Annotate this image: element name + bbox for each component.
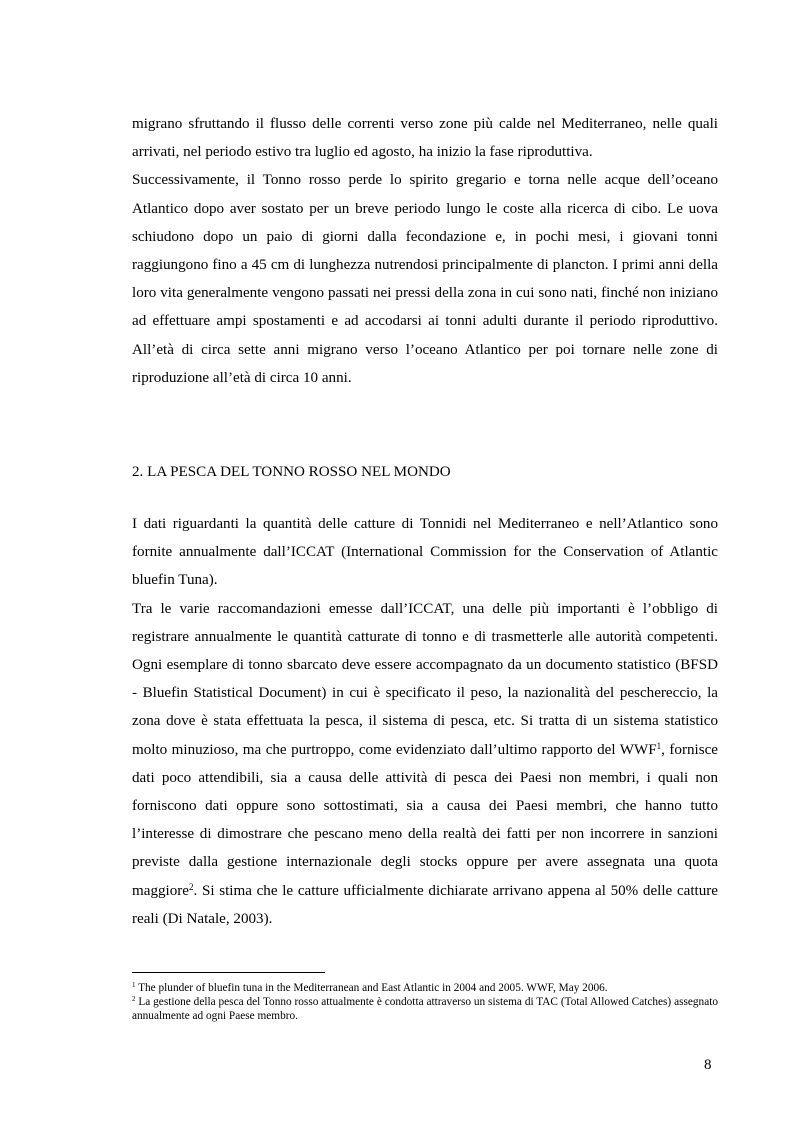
- footnote-ref-2: 2: [189, 881, 194, 892]
- paragraph-reproduction: Successivamente, il Tonno rosso perde lo spirito gregario e torna nelle acque dell’oceano Atlantico dopo aver sostato per un breve periodo lungo le coste alla ricerca di cibo. Le uova schiudono dopo un paio di giorni dalla fecondazione e, in pochi mesi, i giovani tonni raggiungono fino a 45 cm di lunghezza nutrendosi principalmente di plancton. I primi anni della loro vita generalmente vengono passati nei pressi della zona in cui sono nati, finché non iniziano ad effettuare ampi spostamenti e ad accodarsi ai tonni adulti durante il periodo riproduttivo. All’età di circa sette anni migrano verso l’oceano Atlantico per poi tornare nelle zone di riproduzione all’età di circa 10 anni.: [132, 172, 718, 386]
- paragraph-text-part: . Si stima che le catture ufficialmente dichiarate arrivano appena al 50% delle catture reali (Di Natale, 2003).: [132, 882, 718, 927]
- footnote-separator: [132, 972, 325, 973]
- footnote-text: The plunder of bluefin tuna in the Mediterranean and East Atlantic in 2004 and 2005. WWF, May 2006.: [135, 982, 608, 994]
- footnote-number: 1: [132, 981, 136, 989]
- footnote-ref-1: 1: [656, 740, 662, 751]
- footnote-2: [132, 995, 718, 1023]
- page-number: 8: [704, 1057, 712, 1073]
- footnotes: [132, 981, 718, 1024]
- footnote-text: La gestione della pesca del Tonno rosso attualmente è condotta attraverso un sistema di TAC (Total Allowed Catches) assegnato annualmente ad ogni Paese membro.: [132, 996, 718, 1023]
- paragraph-iccat-data: I dati riguardanti la quantità delle catture di Tonnidi nel Mediterraneo e nell’Atlantico sono fornite annualmente dall’ICCAT (International Commission for the Conservation of Atlantic bluefin Tuna).: [132, 516, 718, 589]
- paragraph-text-part: , fornisce dati poco attendibili, sia a causa delle attività di pesca dei Paesi non membri, i quali non forniscono dati oppure sono sottostimati, sia a causa dei Paesi membri, che hanno tutto l’interesse di dimostrare che pescano meno della realtà dei fatti per non incorrere in sanzioni previste dalla gestione internazionale degli stocks oppure per avere assegnata una quota maggiore: [132, 741, 718, 899]
- footnote-number: 2: [132, 995, 136, 1004]
- footnote-1: [132, 981, 718, 995]
- document-body: [132, 110, 718, 933]
- paragraph-text-part: Tra le varie raccomandazioni emesse dall’ICCAT, una delle più importanti è l’obbligo di registrare annualmente le quantità catturate di tonno e di trasmetterle alle autorità competenti. Ogni esemplare di tonno sbarcato deve essere accompagnato da un documento statistico (BFSD - Bluefin Statistical Document) in cui è specificato il peso, la nazionalità del peschereccio, la zona dove è stata effettuata la pesca, il sistema di pesca, etc. Si tratta di un sistema statistico molto minuzioso, ma che purtroppo, come evidenziato dall’ultimo rapporto del WWF: [132, 600, 718, 758]
- paragraph-iccat-recommendations: [132, 595, 718, 933]
- paragraph-migration: migrano sfruttando il flusso delle correnti verso zone più calde nel Mediterraneo, nelle quali arrivati, nel periodo estivo tra luglio ed agosto, ha inizio la fase riproduttiva.: [132, 116, 718, 161]
- section-heading: 2. LA PESCA DEL TONNO ROSSO NEL MONDO: [132, 464, 451, 481]
